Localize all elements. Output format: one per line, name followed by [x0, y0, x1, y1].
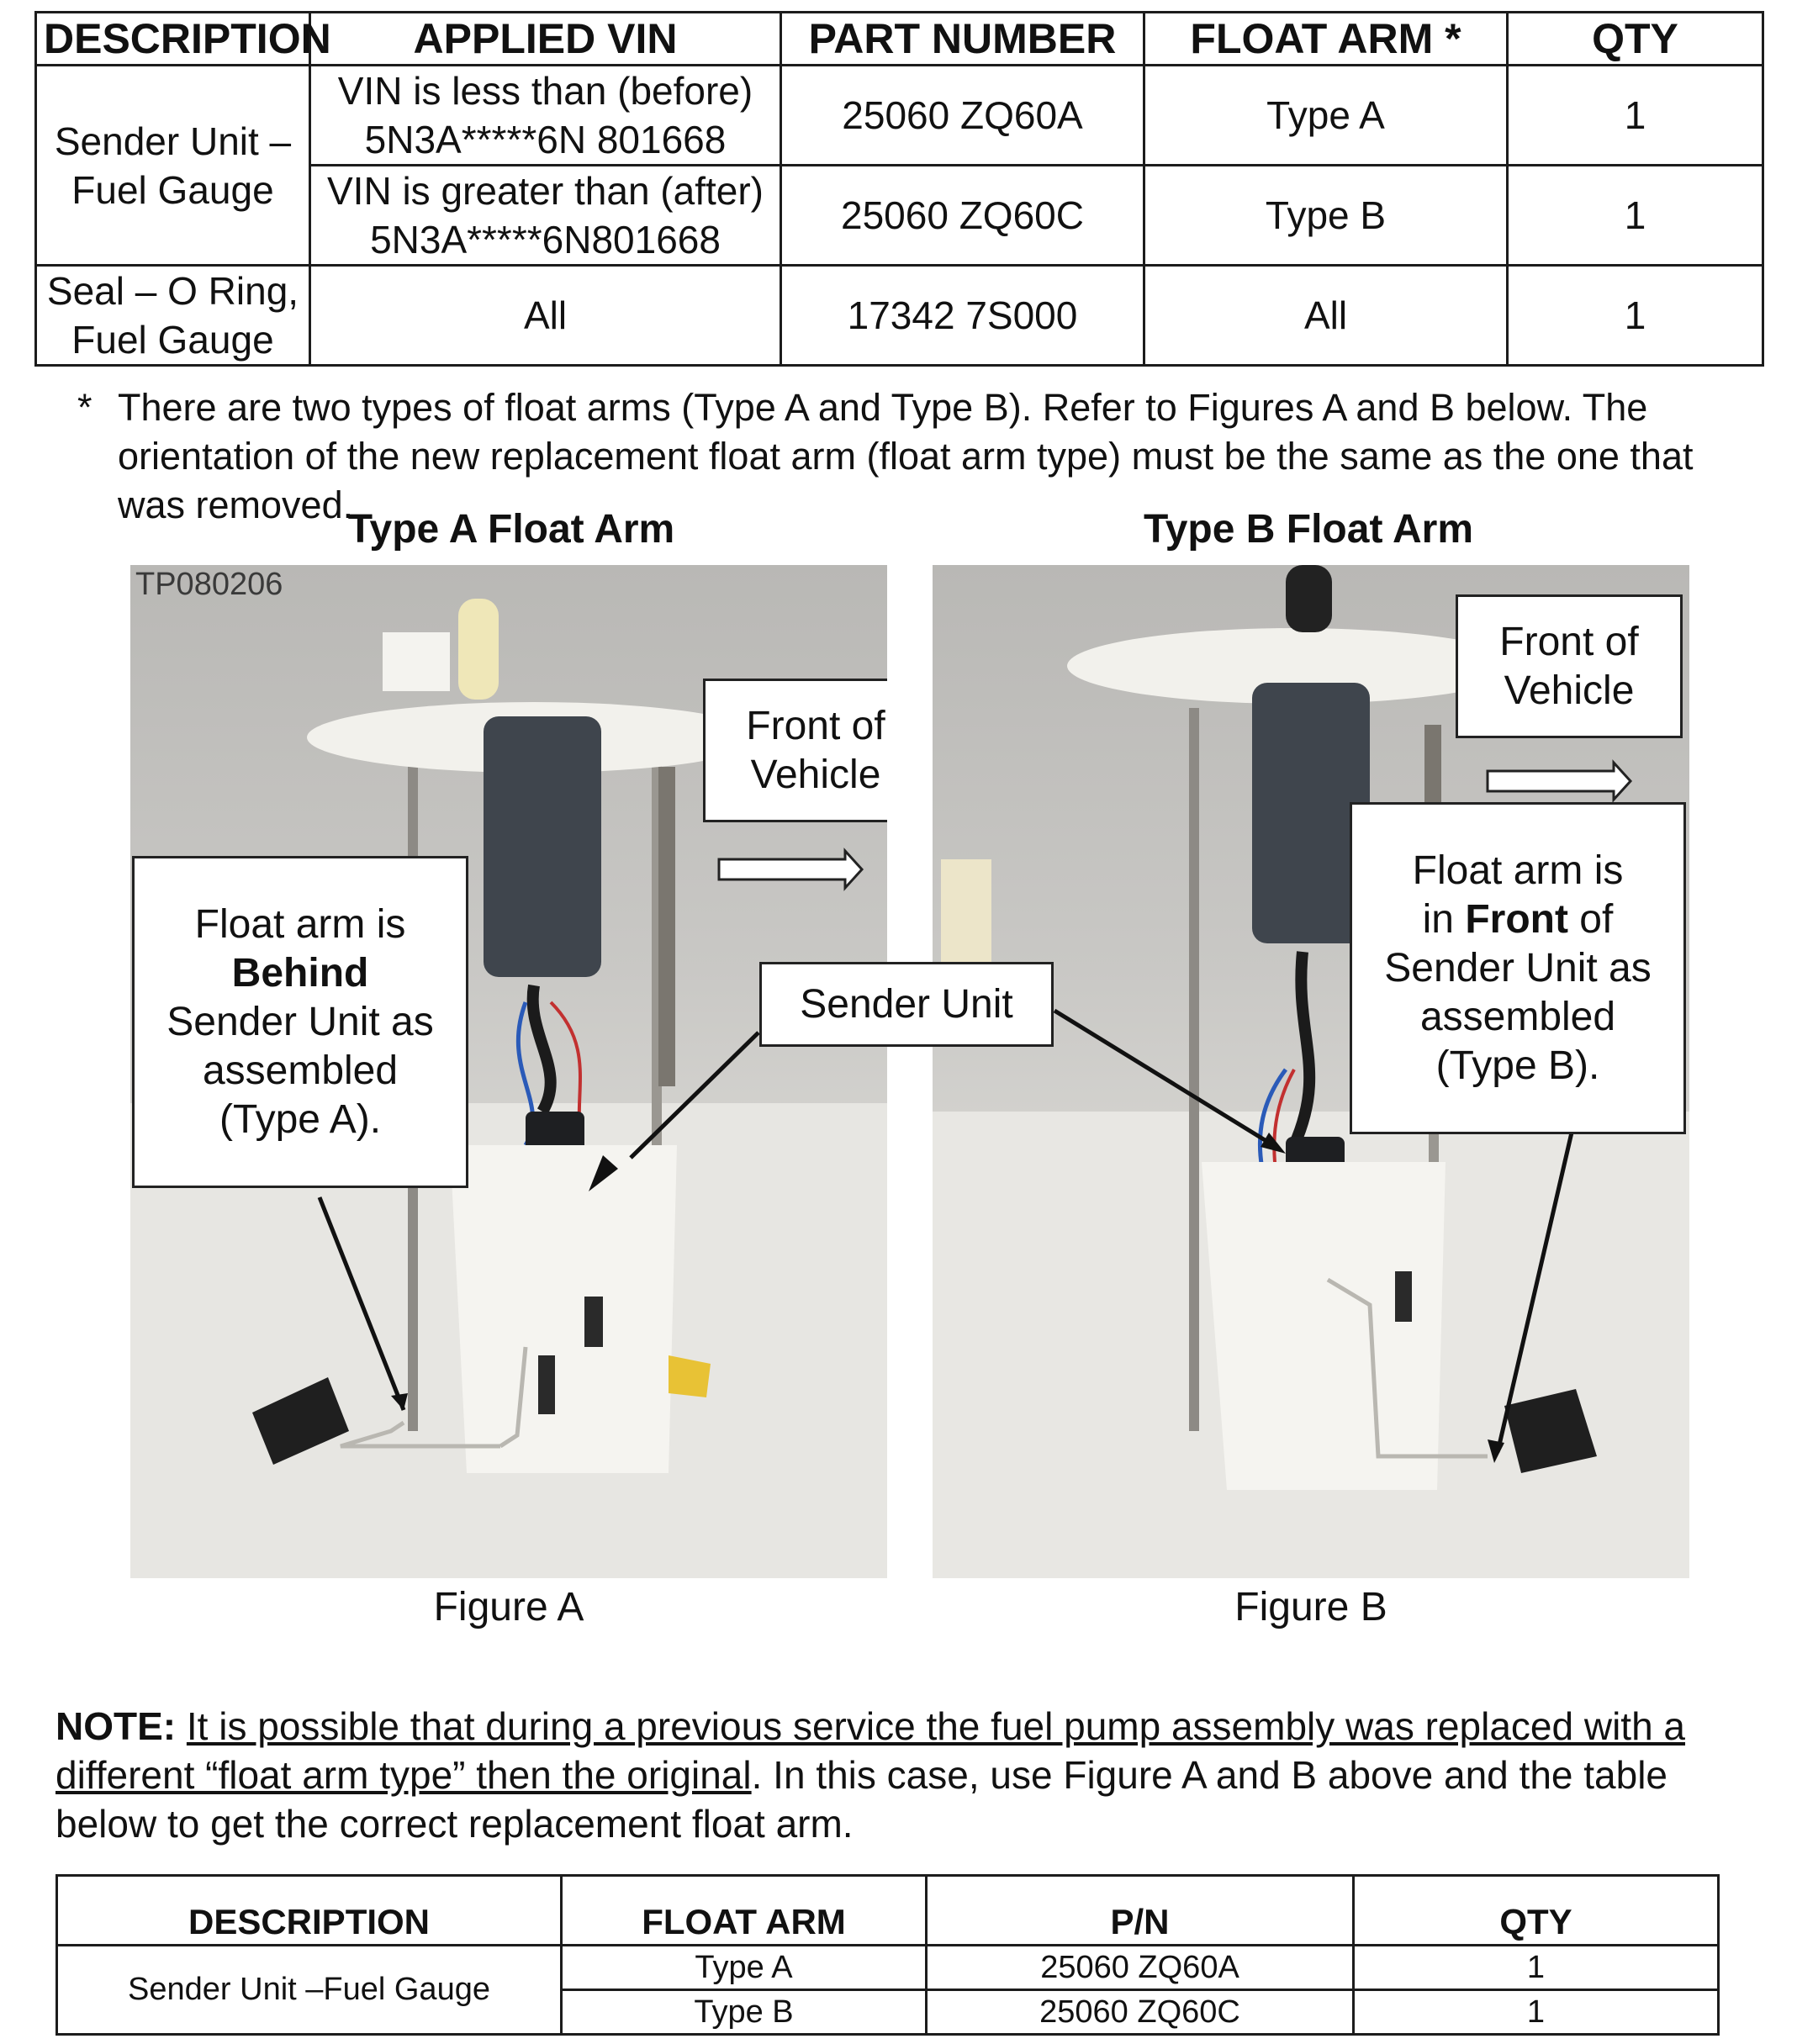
pn-cell: 25060 ZQ60A	[927, 1946, 1354, 1990]
vin-cell: VIN is greater than (after) 5N3A*****6N801668	[310, 166, 781, 266]
header-applied-vin: APPLIED VIN	[310, 13, 781, 66]
replacement-table-header	[57, 1876, 1719, 1946]
parts-table	[34, 11, 1764, 367]
header-description: DESCRIPTION	[57, 1876, 562, 1946]
part-number-cell: 17342 7S000	[781, 266, 1144, 366]
qty-cell: 1	[1354, 1990, 1719, 2035]
pn-cell: 25060 ZQ60C	[927, 1990, 1354, 2035]
description-cell: Seal – O Ring, Fuel Gauge	[36, 266, 310, 366]
float-arm-cell: All	[1144, 266, 1508, 366]
float-arm-cell: Type B	[1144, 166, 1508, 266]
header-float-arm: FLOAT ARM	[562, 1876, 927, 1946]
qty-cell: 1	[1508, 266, 1763, 366]
float-arm-cell: Type B	[562, 1990, 927, 2035]
float-arm-front-callout: Float arm is in Front of Sender Unit as assembled (Type B).	[1350, 802, 1686, 1134]
footnote-text: There are two types of float arms (Type A and Type B). Refer to Figures A and B below. The orientation of the new replacement float arm (float arm type) must be the same as the one that was removed.	[118, 386, 1694, 526]
parts-table-header	[36, 13, 1763, 66]
figure-b-photo	[933, 565, 1689, 1578]
table-row	[57, 1946, 1719, 1990]
part-number-cell: 25060 ZQ60C	[781, 166, 1144, 266]
vin-cell: All	[310, 266, 781, 366]
header-part-number: PART NUMBER	[781, 13, 1144, 66]
figure-b-caption: Figure B	[1234, 1585, 1387, 1629]
note-paragraph	[55, 1702, 1754, 1848]
part-number-cell: 25060 ZQ60A	[781, 66, 1144, 166]
figure-a-photo	[130, 565, 887, 1578]
note-label: NOTE:	[55, 1704, 177, 1748]
table-row	[36, 66, 1763, 166]
figure-a-caption: Figure A	[433, 1585, 584, 1629]
header-float-arm: FLOAT ARM *	[1144, 13, 1508, 66]
photo-id-label: TP080206	[135, 567, 283, 602]
description-cell: Sender Unit –Fuel Gauge	[57, 1946, 562, 2035]
header-qty: QTY	[1508, 13, 1763, 66]
header-qty: QTY	[1354, 1876, 1719, 1946]
header-description: DESCRIPTION	[36, 13, 310, 66]
footnote-marker: *	[77, 386, 92, 429]
qty-cell: 1	[1354, 1946, 1719, 1990]
figure-b-heading: Type B Float Arm	[1143, 507, 1474, 552]
vin-cell: VIN is less than (before) 5N3A*****6N 801668	[310, 66, 781, 166]
float-arm-cell: Type A	[562, 1946, 927, 1990]
float-arm-cell: Type A	[1144, 66, 1508, 166]
figure-a-heading: Type A Float Arm	[347, 507, 675, 552]
front-of-vehicle-callout-b: Front of Vehicle	[1456, 594, 1683, 738]
replacement-table	[55, 1874, 1720, 2036]
note-underlined-text: It is possible that during a previous service the fuel pump assembly was replaced with a different “float arm type” then the original	[55, 1704, 1686, 1797]
table-row	[36, 266, 1763, 366]
note-text: . In this case, use Figure A and B above and the table below to get the correct replacement float arm.	[55, 1753, 1668, 1846]
qty-cell: 1	[1508, 166, 1763, 266]
header-pn: P/N	[927, 1876, 1354, 1946]
front-of-vehicle-callout-a: Front of Vehicle	[703, 679, 887, 822]
sender-unit-callout: Sender Unit	[759, 962, 1054, 1047]
float-arm-behind-callout: Float arm is Behind Sender Unit as assembled (Type A).	[132, 856, 468, 1188]
qty-cell: 1	[1508, 66, 1763, 166]
description-cell: Sender Unit – Fuel Gauge	[36, 66, 310, 266]
